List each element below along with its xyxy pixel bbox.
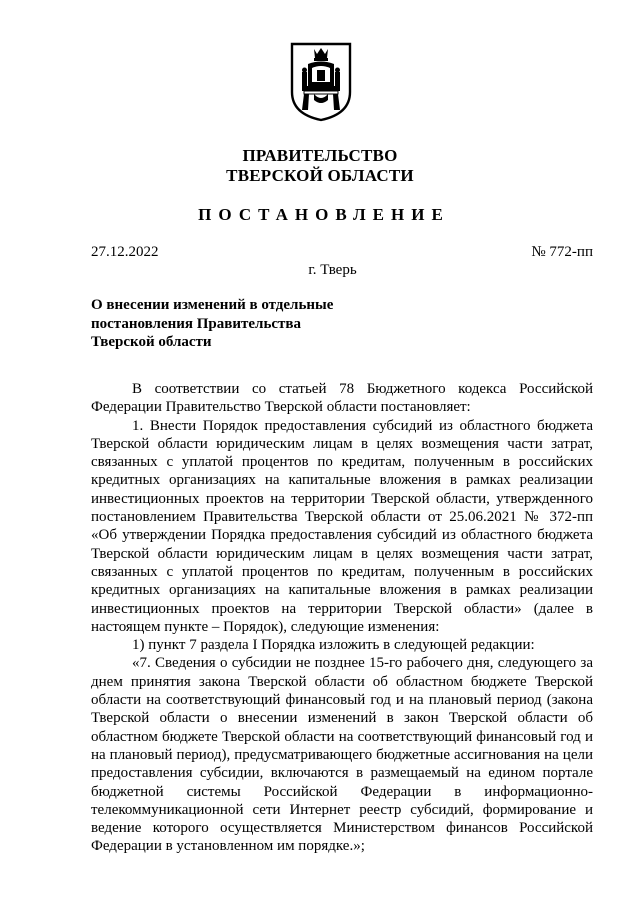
document-date: 27.12.2022 xyxy=(91,244,159,260)
body-paragraph: «7. Сведения о субсидии не позднее 15-го рабочего дня, следующего за днем принятия закона Тверской области об областном бюджете Тверской области на соответствующий финансовый год и на плановый период (закона Тверской области о внесении изменений в закон Тверской области об областном бюджете Тверской области на соответствующий финансовый год и на плановый период), предусматривающего бюджетные ассигнования на цели предоставления субсидии, включаются в размещаемый на едином портале бюджетной системы Российской Федерации в информационно-телекоммуникационной сети Интернет реестр субсидий, формирование и ведение которого осуществляется Министерством финансов Российской Федерации в установленном им порядке.»; xyxy=(91,655,593,855)
document-type-heading: ПОСТАНОВЛЕНИЕ xyxy=(198,205,450,224)
subject-line: Тверской области xyxy=(91,334,212,350)
document-number: № 772-пп xyxy=(531,244,593,260)
body-paragraph: 1) пункт 7 раздела I Порядка изложить в следующей редакции: xyxy=(132,637,535,654)
document-body xyxy=(91,380,593,856)
body-paragraph: В соответствии со статьей 78 Бюджетного кодекса Российской Федерации Правительство Тверской области постановляет: xyxy=(91,381,593,416)
government-title-line-1: ПРАВИТЕЛЬСТВО xyxy=(242,146,398,165)
government-title-line-2: ТВЕРСКОЙ ОБЛАСТИ xyxy=(226,166,414,185)
document-city: г. Тверь xyxy=(308,262,357,278)
tver-coat-of-arms-icon xyxy=(290,42,352,122)
subject-line: О внесении изменений в отдельные xyxy=(91,297,334,313)
body-paragraph: 1. Внести Порядок предоставления субсидий из областного бюджета Тверской области юридическим лицам в целях возмещения части затрат, связанных с уплатой процентов по кредитам, полученным в российских кредитных организациях на капитальные вложения в рамках реализации инвестиционных проектов на территории Тверской области, утвержденного постановлением Правительства Тверской области от 25.06.2021 № 372-пп «Об утверждении Порядка предоставления субсидий из областного бюджета Тверской области юридическим лицам в целях возмещения части затрат, связанных с уплатой процентов по кредитам, полученным в российских кредитных организациях на капитальные вложения в рамках реализации инвестиционных проектов на территории Тверской области» (далее в настоящем пункте – Порядок), следующие изменения: xyxy=(91,417,593,635)
document-subject xyxy=(91,296,333,352)
subject-line: постановления Правительства xyxy=(91,315,301,332)
